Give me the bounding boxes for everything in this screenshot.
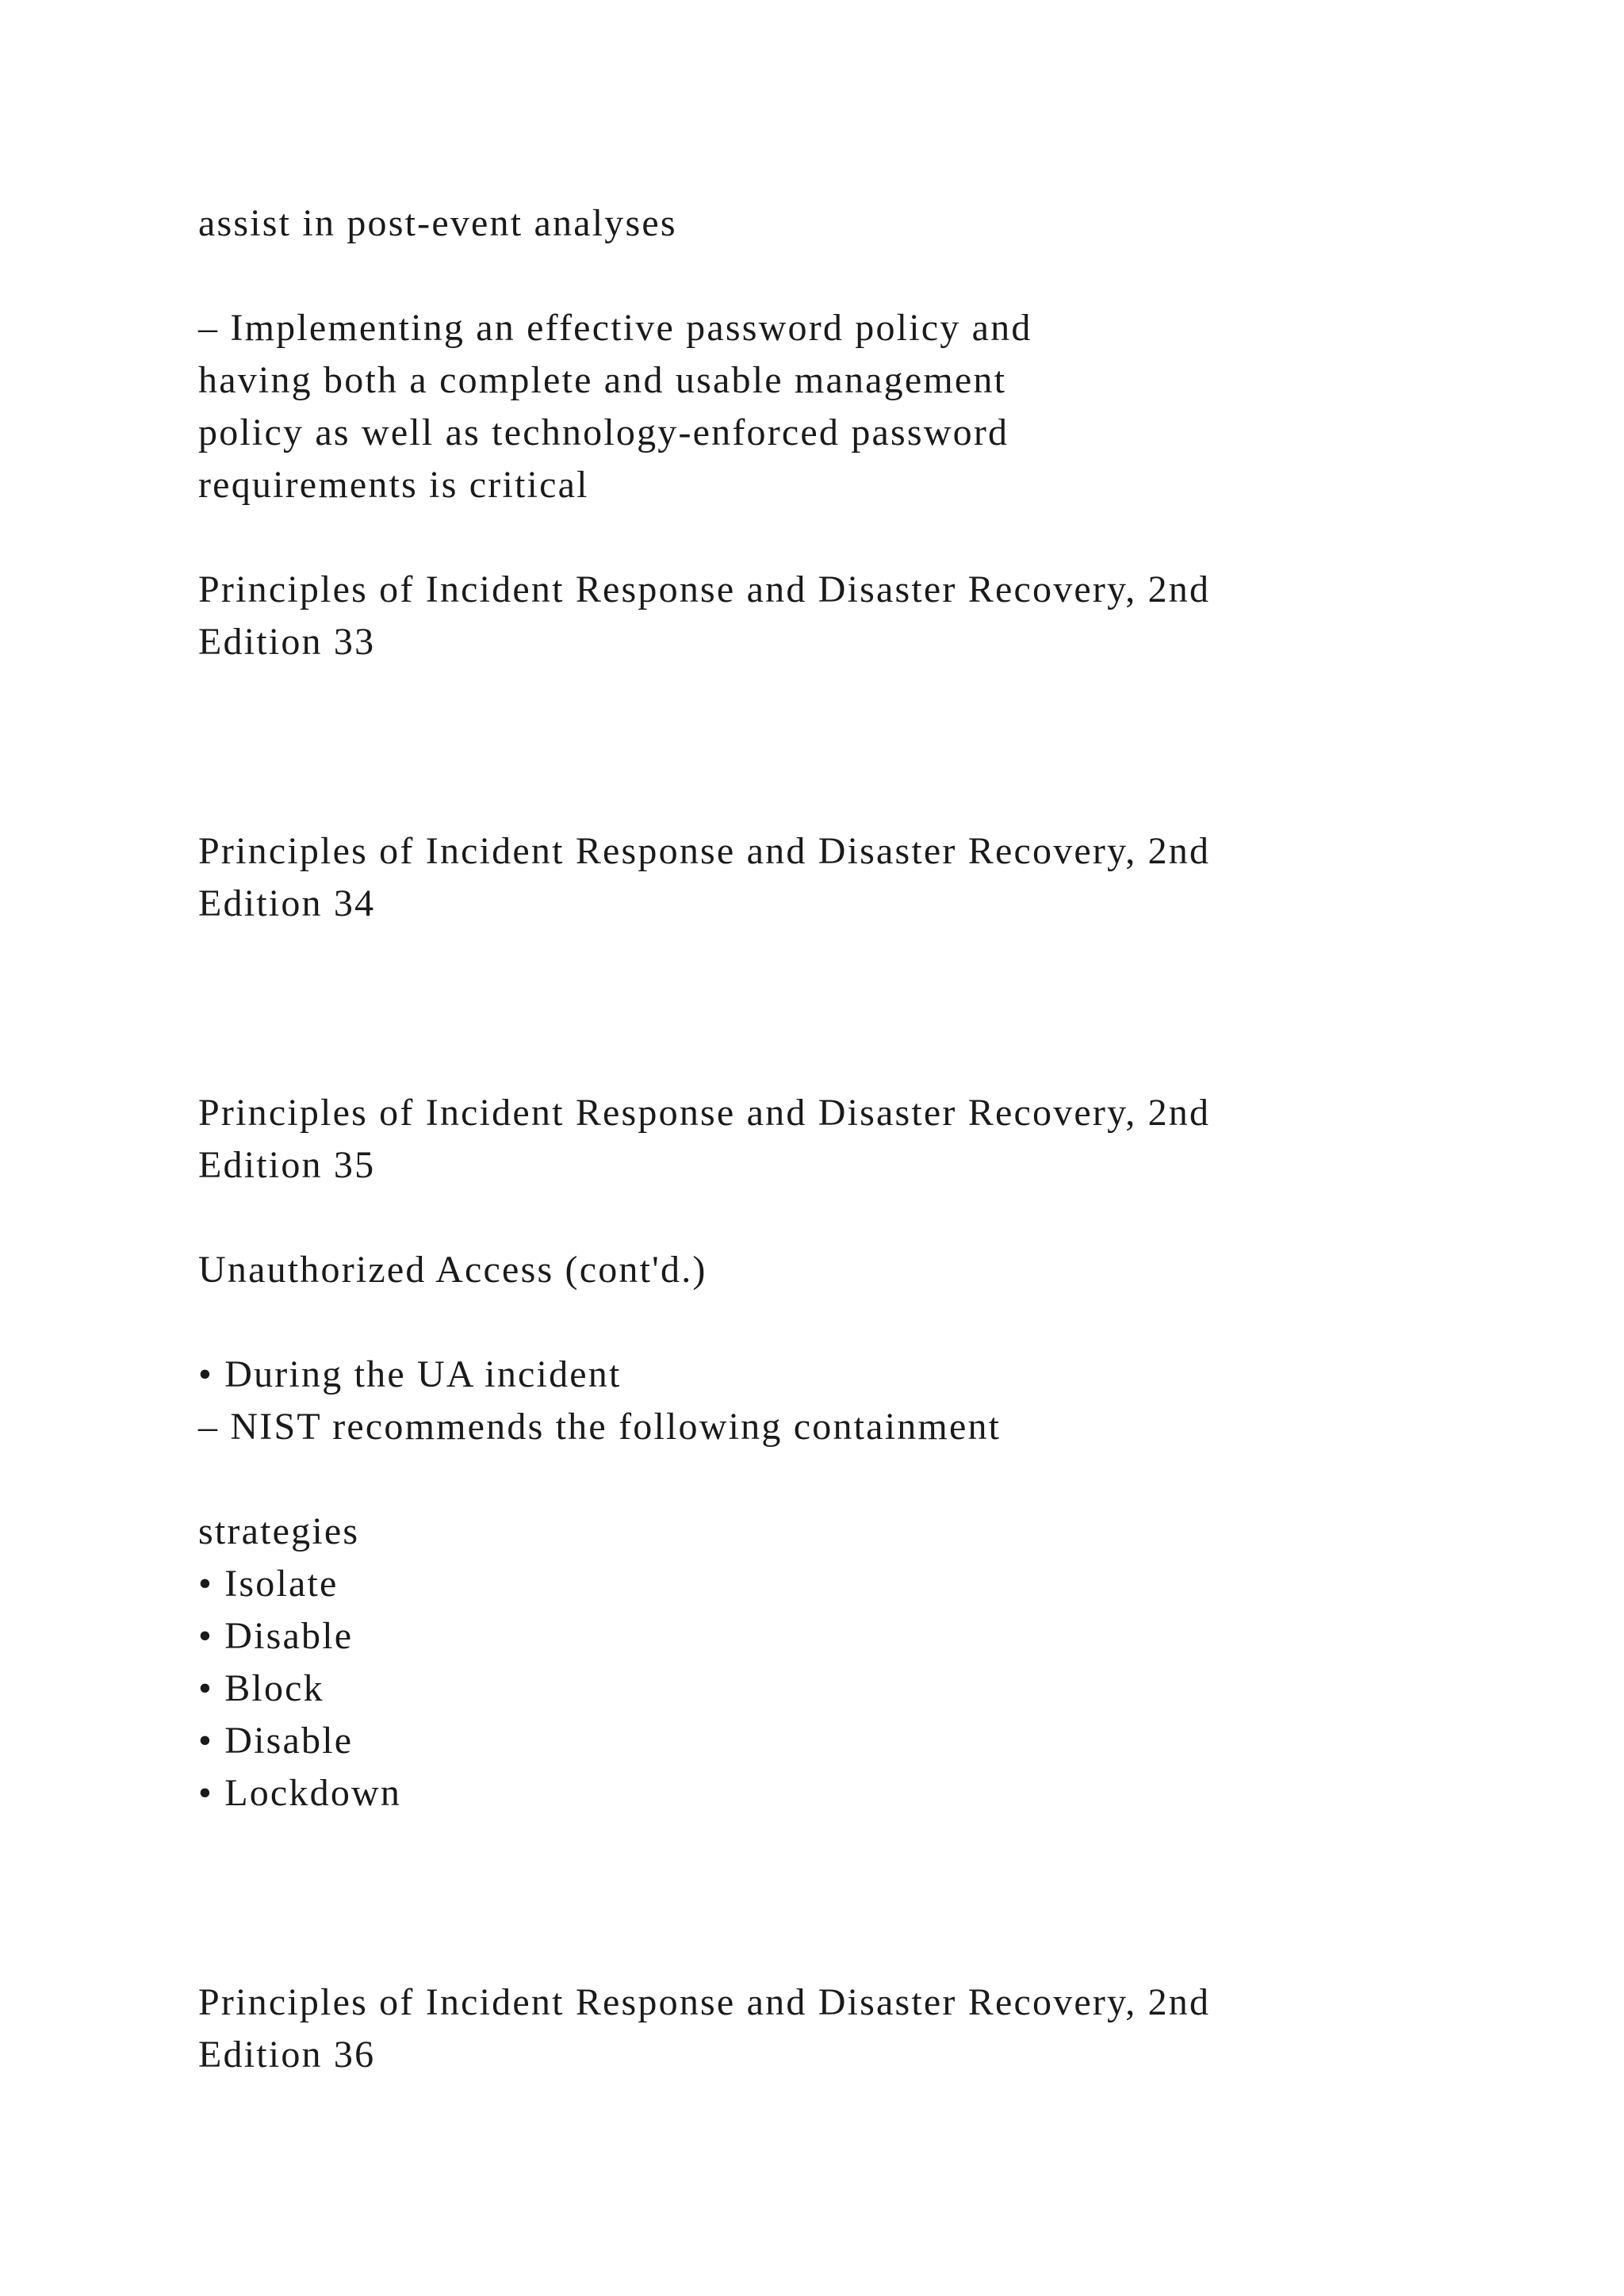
footer-line: Principles of Incident Response and Disaster Recovery, 2nd [198, 1981, 1211, 2023]
footer-line: Edition 36 [198, 2034, 376, 2076]
bullet-item: • During the UA incident [198, 1353, 622, 1395]
text-line: strategies [198, 1510, 360, 1552]
list-item: • Disable [198, 1615, 354, 1657]
section-heading: Unauthorized Access (cont'd.) [198, 1249, 707, 1291]
text-line: requirements is critical [198, 464, 589, 506]
footer-line: Edition 34 [198, 882, 376, 924]
list-item: • Lockdown [198, 1772, 402, 1814]
footer-line: Edition 33 [198, 621, 376, 663]
text-line: – Implementing an effective password policy and [198, 307, 1032, 349]
text-line: having both a complete and usable management [198, 359, 1007, 401]
footer-line: Principles of Incident Response and Disaster Recovery, 2nd [198, 568, 1211, 610]
list-item: • Disable [198, 1720, 354, 1762]
footer-line: Principles of Incident Response and Disaster Recovery, 2nd [198, 1092, 1211, 1134]
list-item: • Block [198, 1667, 324, 1709]
footer-line: Principles of Incident Response and Disaster Recovery, 2nd [198, 830, 1211, 872]
footer-line: Edition 35 [198, 1144, 376, 1186]
list-item: • Isolate [198, 1563, 339, 1605]
text-line: policy as well as technology-enforced password [198, 411, 1009, 453]
sub-bullet-item: – NIST recommends the following containment [198, 1406, 1002, 1448]
text-line: assist in post-event analyses [198, 202, 677, 244]
